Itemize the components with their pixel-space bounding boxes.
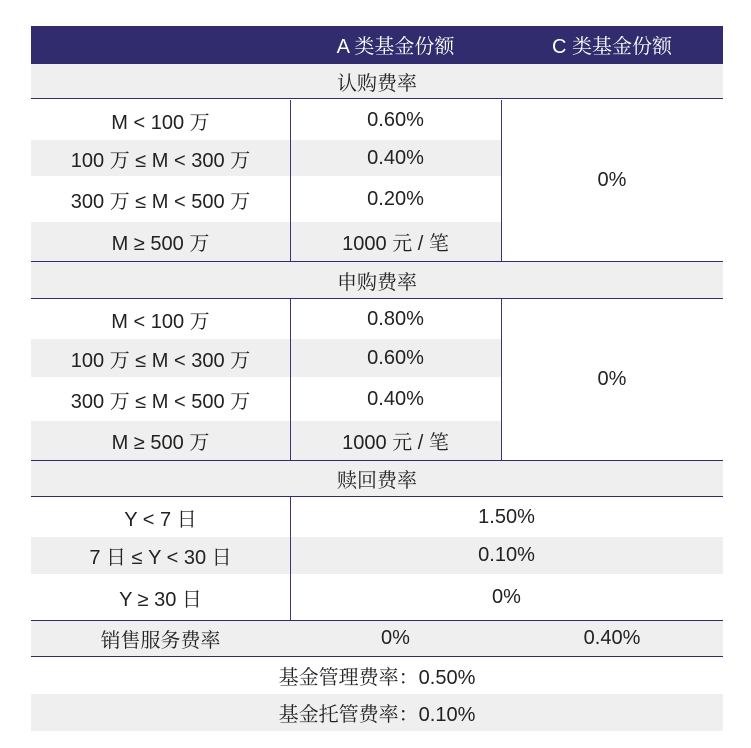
rate-cell: 0.40% [367,146,424,169]
header-col-a: A 类基金份额 [336,36,455,58]
range-cell: M < 100 万 [111,310,210,333]
custody-fee: 基金托管费率：0.10% [278,704,476,726]
table-row [31,421,501,460]
section-redemption [31,460,723,497]
management-fee: 基金管理费率：0.50% [278,667,476,689]
divider [501,299,502,460]
sales-service-row [31,620,723,657]
table-row [31,222,501,261]
range-cell: 7 日 ≤ Y < 30 日 [89,547,232,569]
range-cell: Y < 7 日 [124,508,197,531]
rate-cell: 0.20% [367,187,424,210]
section-subscription [31,63,723,99]
rate-cell: 1.50% [478,505,535,528]
divider [290,497,291,620]
range-cell: 300 万 ≤ M < 500 万 [70,190,251,213]
subscription-c-rate: 0% [597,169,627,191]
rate-cell: 0% [492,585,521,608]
sales-service-c: 0.40% [583,627,641,649]
sales-service-label: 销售服务费率 [100,630,221,652]
range-cell: M < 100 万 [111,111,210,134]
range-cell: 100 万 ≤ M < 300 万 [70,149,251,172]
table-header [31,26,723,63]
rate-cell: 0.80% [367,307,424,330]
range-cell: M ≥ 500 万 [111,233,210,255]
table-row [31,574,723,620]
header-col-c: C 类基金份额 [552,36,672,58]
management-fee-row [31,657,723,694]
range-cell: 300 万 ≤ M < 500 万 [70,390,251,413]
divider [290,299,291,460]
rate-cell: 0.60% [367,108,424,131]
section-title: 认购费率 [337,72,417,95]
purchase-c-rate: 0% [597,368,627,390]
section-purchase [31,261,723,299]
table-row [31,497,723,537]
sales-service-a: 0% [381,627,410,649]
rate-cell: 1000 元 / 笔 [342,233,449,255]
rate-cell: 1000 元 / 笔 [342,432,449,454]
table-row [31,537,723,574]
range-cell: 100 万 ≤ M < 300 万 [70,349,251,372]
table-row [31,140,501,176]
custody-fee-row [31,694,723,731]
rate-cell: 0.60% [367,346,424,369]
rate-cell: 0.40% [367,387,424,410]
divider [290,100,291,261]
divider [501,100,502,261]
rate-cell: 0.10% [478,544,535,566]
range-cell: Y ≥ 30 日 [119,588,202,611]
table-row [31,339,501,377]
range-cell: M ≥ 500 万 [111,432,210,454]
section-title: 赎回费率 [337,470,417,492]
section-title: 申购费率 [337,271,417,294]
